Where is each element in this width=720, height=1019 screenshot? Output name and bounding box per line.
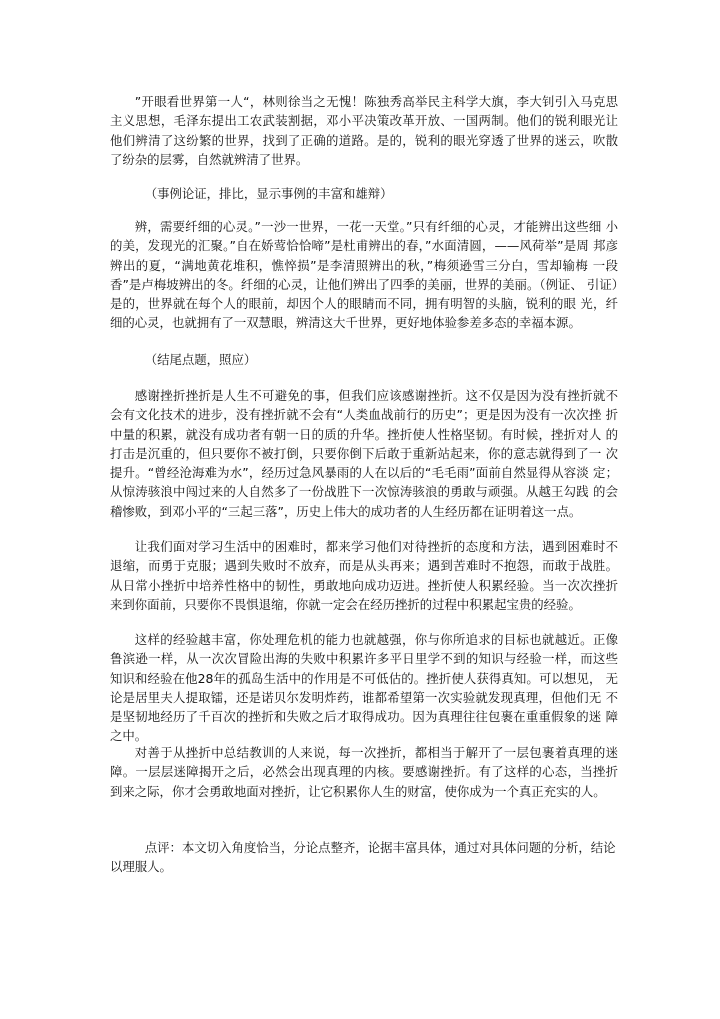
paragraph-4: 让我们面对学习生活中的困难时，都来学习他们对待挫折的态度和方法，遇到困难时不 退缩，而勇于克服；遇到失败时不放弃，而是从头再来；遇到苦难时不抱怨，而敢于战胜。 从日常小挫折中培养性格中的韧性，勇敢地向成功迈进。挫折使人积累经验。当一次次挫折 来到你面前，只要你不畏惧退缩，你就一定会在经历挫折的过程中积累起宝贵的经验。 <box>110 539 618 612</box>
paragraph-2: 辨，需要纤细的心灵。”一沙一世界，一花一天堂。”只有纤细的心灵，才能辨出这些细 小的美，发现光的汇聚。”自在娇莺恰恰啼”是杜甫辨出的春，”水面清圆，——风荷举”是周 邦彦辨出的夏，“满地黄花堆积，憔悴损”是李清照辨出的秋，”梅须逊雪三分白，雪却输梅 一段香”是卢梅坡辨出的冬。纤细的心灵，让他们辨出了四季的美丽，世界的美丽。（例证、 引证）是的，世界就在每个人的眼前，却因个人的眼睛而不同，拥有明智的头脑，锐利的眼 光，纤细的心灵，也就拥有了一双慧眼，辨清这大千世界，更好地体验参差多态的幸福本源。 <box>110 219 618 331</box>
annotation-1: （事例论证，排比，显示事例的丰富和雄辩） <box>144 186 393 201</box>
paragraph-5: 这样的经验越丰富，你处理危机的能力也就越强，你与你所追求的目标也就越近。正像 鲁滨逊一样，从一次次冒险出海的失败中积累许多平日里学不到的知识与经验一样，而这些 知识和经验在他28年的孤岛生活中的作用是不可低估的。挫折使人获得真知。可以想见， 无论是居里夫人提取镭，还是诺贝尔发明炸药，谁都希望第一次实验就发现真理，但他们无 不是坚韧地经历了千百次的挫折和失败之后才取得成功。因为真理往往包裹在重重假象的迷 障之中。 <box>110 632 618 744</box>
paragraph-1: ”开眼看世界第一人“，林则徐当之无愧！陈独秀高举民主科学大旗，李大钊引入马克思 主义思想，毛泽东提出工农武装割据，邓小平决策改革开放、一国两制。他们的锐利眼光让 他们辨清了这纷繁的世界，找到了正确的道路。是的，锐利的眼光穿透了世界的迷云，吹散 了纷杂的层雾，自然就辨清了世界。 <box>110 94 618 167</box>
annotation-2: （结尾点题，照应） <box>144 352 257 367</box>
comment: 点评：本文切入角度恰当，分论点整齐，论据丰富具体，通过对具体问题的分析，结论 以理服人。 <box>110 840 616 875</box>
paragraph-3: 感谢挫折挫折是人生不可避免的事，但我们应该感谢挫折。这不仅是因为没有挫折就不 会有文化技术的进步，没有挫折就不会有“人类血战前行的历史”；更是因为没有一次次挫 折中量的积累，就没有成功者有朝一日的质的升华。挫折使人性格坚韧。有时候，挫折对人 的打击是沉重的，但只要你不被打倒，只要你倒下后敢于重新站起来，你的意志就得到了一 次提升。“曾经沧海难为水”，经历过急风暴雨的人在以后的“毛毛雨”面前自然显得从容淡 定；从惊涛骇浪中闯过来的人自然多了一份战胜下一次惊涛骇浪的勇敢与顽强。从越王勾践 的会稽惨败，到邓小平的“三起三落”，历史上伟大的成功者的人生经历都在证明着这一点。 <box>110 388 618 519</box>
paragraph-6: 对善于从挫折中总结教训的人来说，每一次挫折，都相当于解开了一层包裹着真理的迷 障。一层层迷障揭开之后，必然会出现真理的内核。要感谢挫折。有了这样的心态，当挫折 到来之际，你才会勇敢地面对挫折，让它积累你人生的财富，使你成为一个真正充实的人。 <box>110 745 618 799</box>
